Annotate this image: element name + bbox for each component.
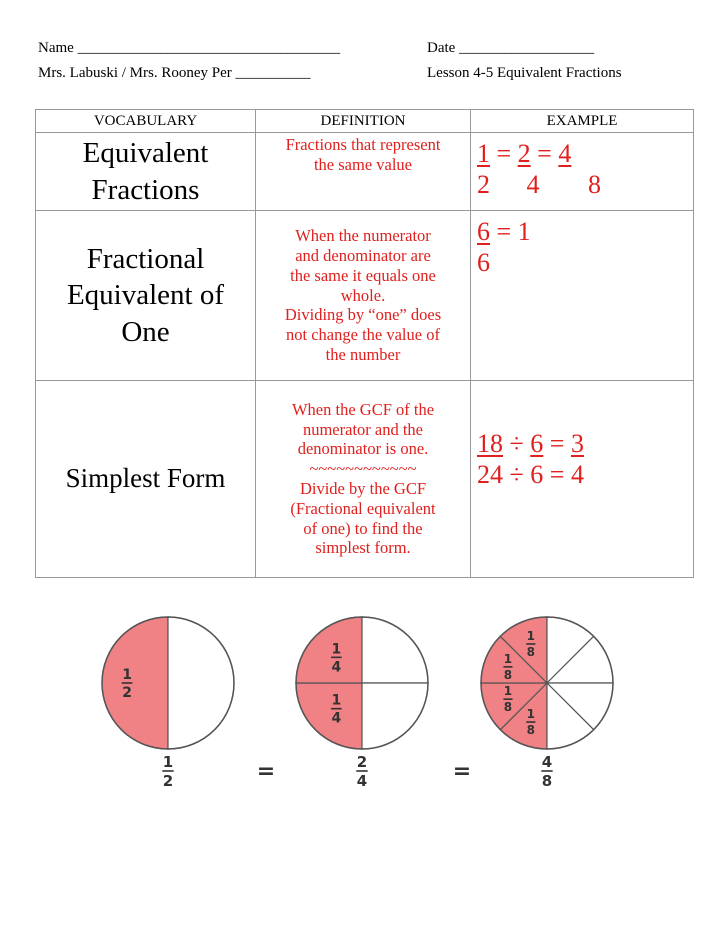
lesson-title: Lesson 4-5 Equivalent Fractions: [427, 65, 622, 81]
bottom-fraction-denominator: 2: [162, 772, 174, 790]
vocab-term: Fractional Equivalent of One: [36, 211, 256, 381]
wedge-label-numerator: 1: [526, 707, 536, 722]
wedge-label-numerator: 1: [331, 692, 342, 709]
column-header-vocabulary: VOCABULARY: [36, 110, 256, 133]
vocab-example: 1 = 2 = 4 2 4 8: [471, 133, 694, 211]
column-header-definition: DEFINITION: [256, 110, 471, 133]
wedge-label-denominator: 8: [526, 644, 536, 659]
equals-sign: =: [256, 759, 276, 784]
wedge-label-denominator: 8: [503, 700, 513, 715]
wedge-label-denominator: 2: [122, 685, 132, 701]
name-line: Name ___________________________________: [38, 40, 341, 56]
bottom-fraction-numerator: 2: [356, 753, 368, 771]
bottom-fraction-numerator: 1: [162, 753, 174, 771]
vocab-definition: When the GCF of the numerator and the denominator is one. ~~~~~~~~~~~~ Divide by the GCF (Fractional equivalent of one) to find the simplest form.: [256, 381, 471, 578]
vocab-term: Equivalent Fractions: [36, 133, 256, 211]
wedge-label-numerator: 1: [526, 628, 536, 643]
circle-wedge: [362, 617, 428, 683]
wedge-label-numerator: 1: [503, 651, 513, 666]
bottom-fraction-numerator: 4: [541, 753, 553, 771]
vocab-example: 6 = 1 6: [471, 211, 694, 381]
vocab-term: Simplest Form: [36, 381, 256, 578]
vocab-definition: When the numerator and denominator are the same it equals one whole. Dividing by “one” does not change the value of the number: [256, 211, 471, 381]
vocab-example: 18 ÷ 6 = 3 24 ÷ 6 = 4: [471, 381, 694, 578]
wedge-label-numerator: 1: [122, 667, 132, 683]
column-header-example: EXAMPLE: [471, 110, 694, 133]
circle-wedge: [102, 617, 168, 749]
equals-sign: =: [452, 759, 472, 784]
circle-wedge: [296, 617, 362, 683]
circle-wedge: [168, 617, 234, 749]
bottom-fraction-denominator: 4: [356, 772, 368, 790]
wedge-label-denominator: 4: [331, 710, 342, 727]
date-line: Date __________________: [427, 40, 595, 56]
circle-wedge: [362, 683, 428, 749]
bottom-fraction-denominator: 8: [541, 772, 553, 790]
teacher-line: Mrs. Labuski / Mrs. Rooney Per __________: [38, 65, 311, 81]
circle-wedge: [296, 683, 362, 749]
wedge-label-denominator: 8: [503, 667, 513, 682]
wedge-label-denominator: 8: [526, 723, 536, 738]
wedge-label-numerator: 1: [503, 684, 513, 699]
vocab-definition: Fractions that represent the same value: [256, 133, 471, 211]
wedge-label-denominator: 4: [331, 659, 342, 676]
wedge-label-numerator: 1: [331, 641, 342, 658]
